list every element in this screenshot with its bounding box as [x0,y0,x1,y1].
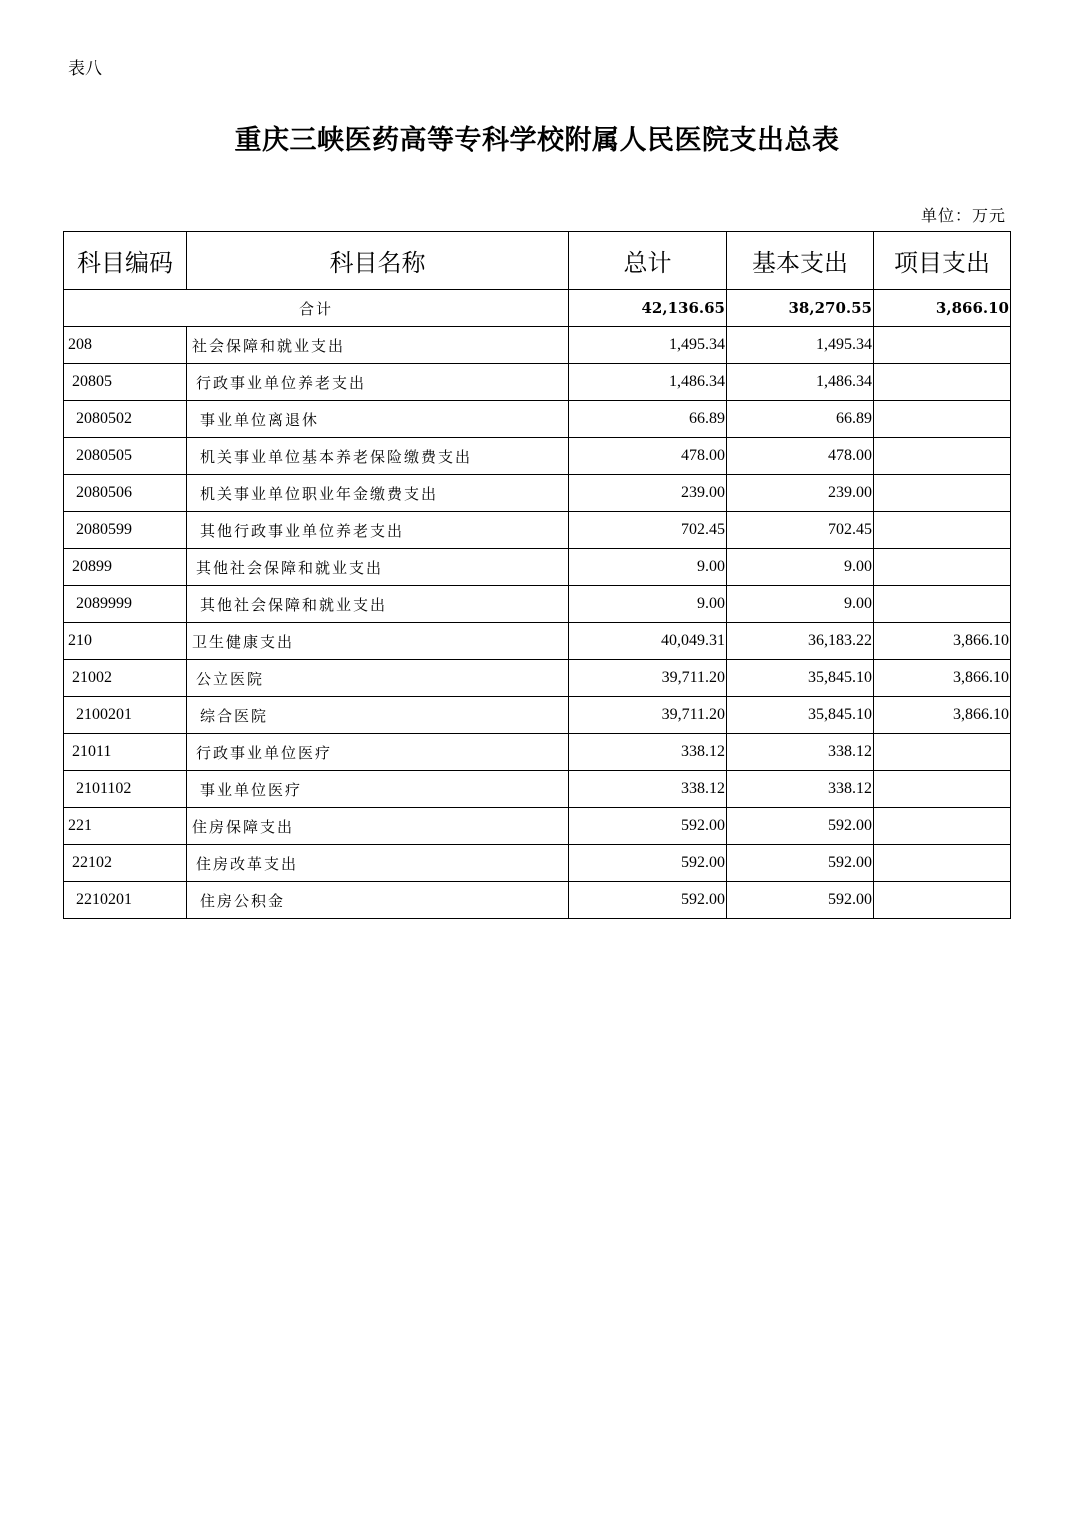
row-total: 239.00 [569,475,727,512]
row-total: 9.00 [569,586,727,623]
row-code: 2100201 [64,697,187,734]
row-project [874,771,1011,808]
row-name: 综合医院 [187,697,569,734]
row-name: 其他社会保障和就业支出 [187,586,569,623]
row-project [874,512,1011,549]
table-row [64,438,1011,475]
row-project [874,549,1011,586]
row-basic: 592.00 [727,808,874,845]
table-row [64,401,1011,438]
total-basic: 38,270.55 [727,290,874,327]
row-total: 592.00 [569,845,727,882]
row-code: 20805 [64,364,187,401]
table-row [64,734,1011,771]
row-basic: 338.12 [727,771,874,808]
row-project [874,586,1011,623]
table-row [64,808,1011,845]
unit-label: 单位：万元 [920,206,1006,225]
row-code: 2080506 [64,475,187,512]
table-row [64,771,1011,808]
row-project [874,364,1011,401]
row-basic: 1,495.34 [727,327,874,364]
row-total: 1,486.34 [569,364,727,401]
header-row [64,232,1011,290]
row-total: 1,495.34 [569,327,727,364]
row-name: 公立医院 [187,660,569,697]
row-basic: 592.00 [727,845,874,882]
row-total: 702.45 [569,512,727,549]
total-label: 合计 [64,290,569,327]
header-code: 科目编码 [64,232,187,290]
row-basic: 702.45 [727,512,874,549]
row-code: 208 [64,327,187,364]
row-basic: 338.12 [727,734,874,771]
table-row [64,882,1011,919]
header-name: 科目名称 [187,232,569,290]
row-total: 66.89 [569,401,727,438]
row-name: 卫生健康支出 [187,623,569,660]
header-total: 总计 [569,232,727,290]
table-row [64,364,1011,401]
table-row [64,845,1011,882]
row-code: 2101102 [64,771,187,808]
row-total: 592.00 [569,808,727,845]
row-name: 机关事业单位职业年金缴费支出 [187,475,569,512]
row-name: 事业单位离退休 [187,401,569,438]
total-project: 3,866.10 [874,290,1011,327]
row-project: 3,866.10 [874,623,1011,660]
table-row [64,660,1011,697]
header-basic: 基本支出 [727,232,874,290]
row-basic: 478.00 [727,438,874,475]
row-project [874,475,1011,512]
row-code: 210 [64,623,187,660]
row-project [874,327,1011,364]
row-project [874,882,1011,919]
row-code: 21011 [64,734,187,771]
row-total: 39,711.20 [569,660,727,697]
row-code: 221 [64,808,187,845]
row-name: 其他行政事业单位养老支出 [187,512,569,549]
row-project: 3,866.10 [874,697,1011,734]
row-name: 住房改革支出 [187,845,569,882]
row-code: 2080502 [64,401,187,438]
row-basic: 9.00 [727,549,874,586]
row-project: 3,866.10 [874,660,1011,697]
document-title: 重庆三峡医药高等专科学校附属人民医院支出总表 [234,125,840,156]
row-name: 机关事业单位基本养老保险缴费支出 [187,438,569,475]
row-total: 9.00 [569,549,727,586]
expense-summary-table [63,231,1011,919]
row-basic: 239.00 [727,475,874,512]
total-total: 42,136.65 [569,290,727,327]
row-basic: 35,845.10 [727,697,874,734]
row-name: 住房公积金 [187,882,569,919]
row-name: 事业单位医疗 [187,771,569,808]
row-total: 338.12 [569,771,727,808]
row-code: 21002 [64,660,187,697]
table-row [64,697,1011,734]
row-code: 2089999 [64,586,187,623]
row-project [874,734,1011,771]
row-code: 22102 [64,845,187,882]
table-row [64,475,1011,512]
row-project [874,401,1011,438]
row-total: 338.12 [569,734,727,771]
row-name: 行政事业单位医疗 [187,734,569,771]
row-name: 其他社会保障和就业支出 [187,549,569,586]
row-name: 住房保障支出 [187,808,569,845]
row-total: 39,711.20 [569,697,727,734]
row-basic: 66.89 [727,401,874,438]
row-basic: 9.00 [727,586,874,623]
table-row [64,623,1011,660]
row-basic: 36,183.22 [727,623,874,660]
row-name: 社会保障和就业支出 [187,327,569,364]
header-project: 项目支出 [874,232,1011,290]
row-code: 2210201 [64,882,187,919]
table-row [64,327,1011,364]
table-row [64,586,1011,623]
row-project [874,845,1011,882]
row-basic: 35,845.10 [727,660,874,697]
row-basic: 1,486.34 [727,364,874,401]
table-number-label: 表八 [68,59,102,79]
row-total: 478.00 [569,438,727,475]
row-total: 40,049.31 [569,623,727,660]
row-name: 行政事业单位养老支出 [187,364,569,401]
table-row [64,512,1011,549]
total-row [64,290,1011,327]
row-total: 592.00 [569,882,727,919]
row-code: 20899 [64,549,187,586]
table-row [64,549,1011,586]
row-project [874,808,1011,845]
row-code: 2080599 [64,512,187,549]
row-basic: 592.00 [727,882,874,919]
row-project [874,438,1011,475]
row-code: 2080505 [64,438,187,475]
